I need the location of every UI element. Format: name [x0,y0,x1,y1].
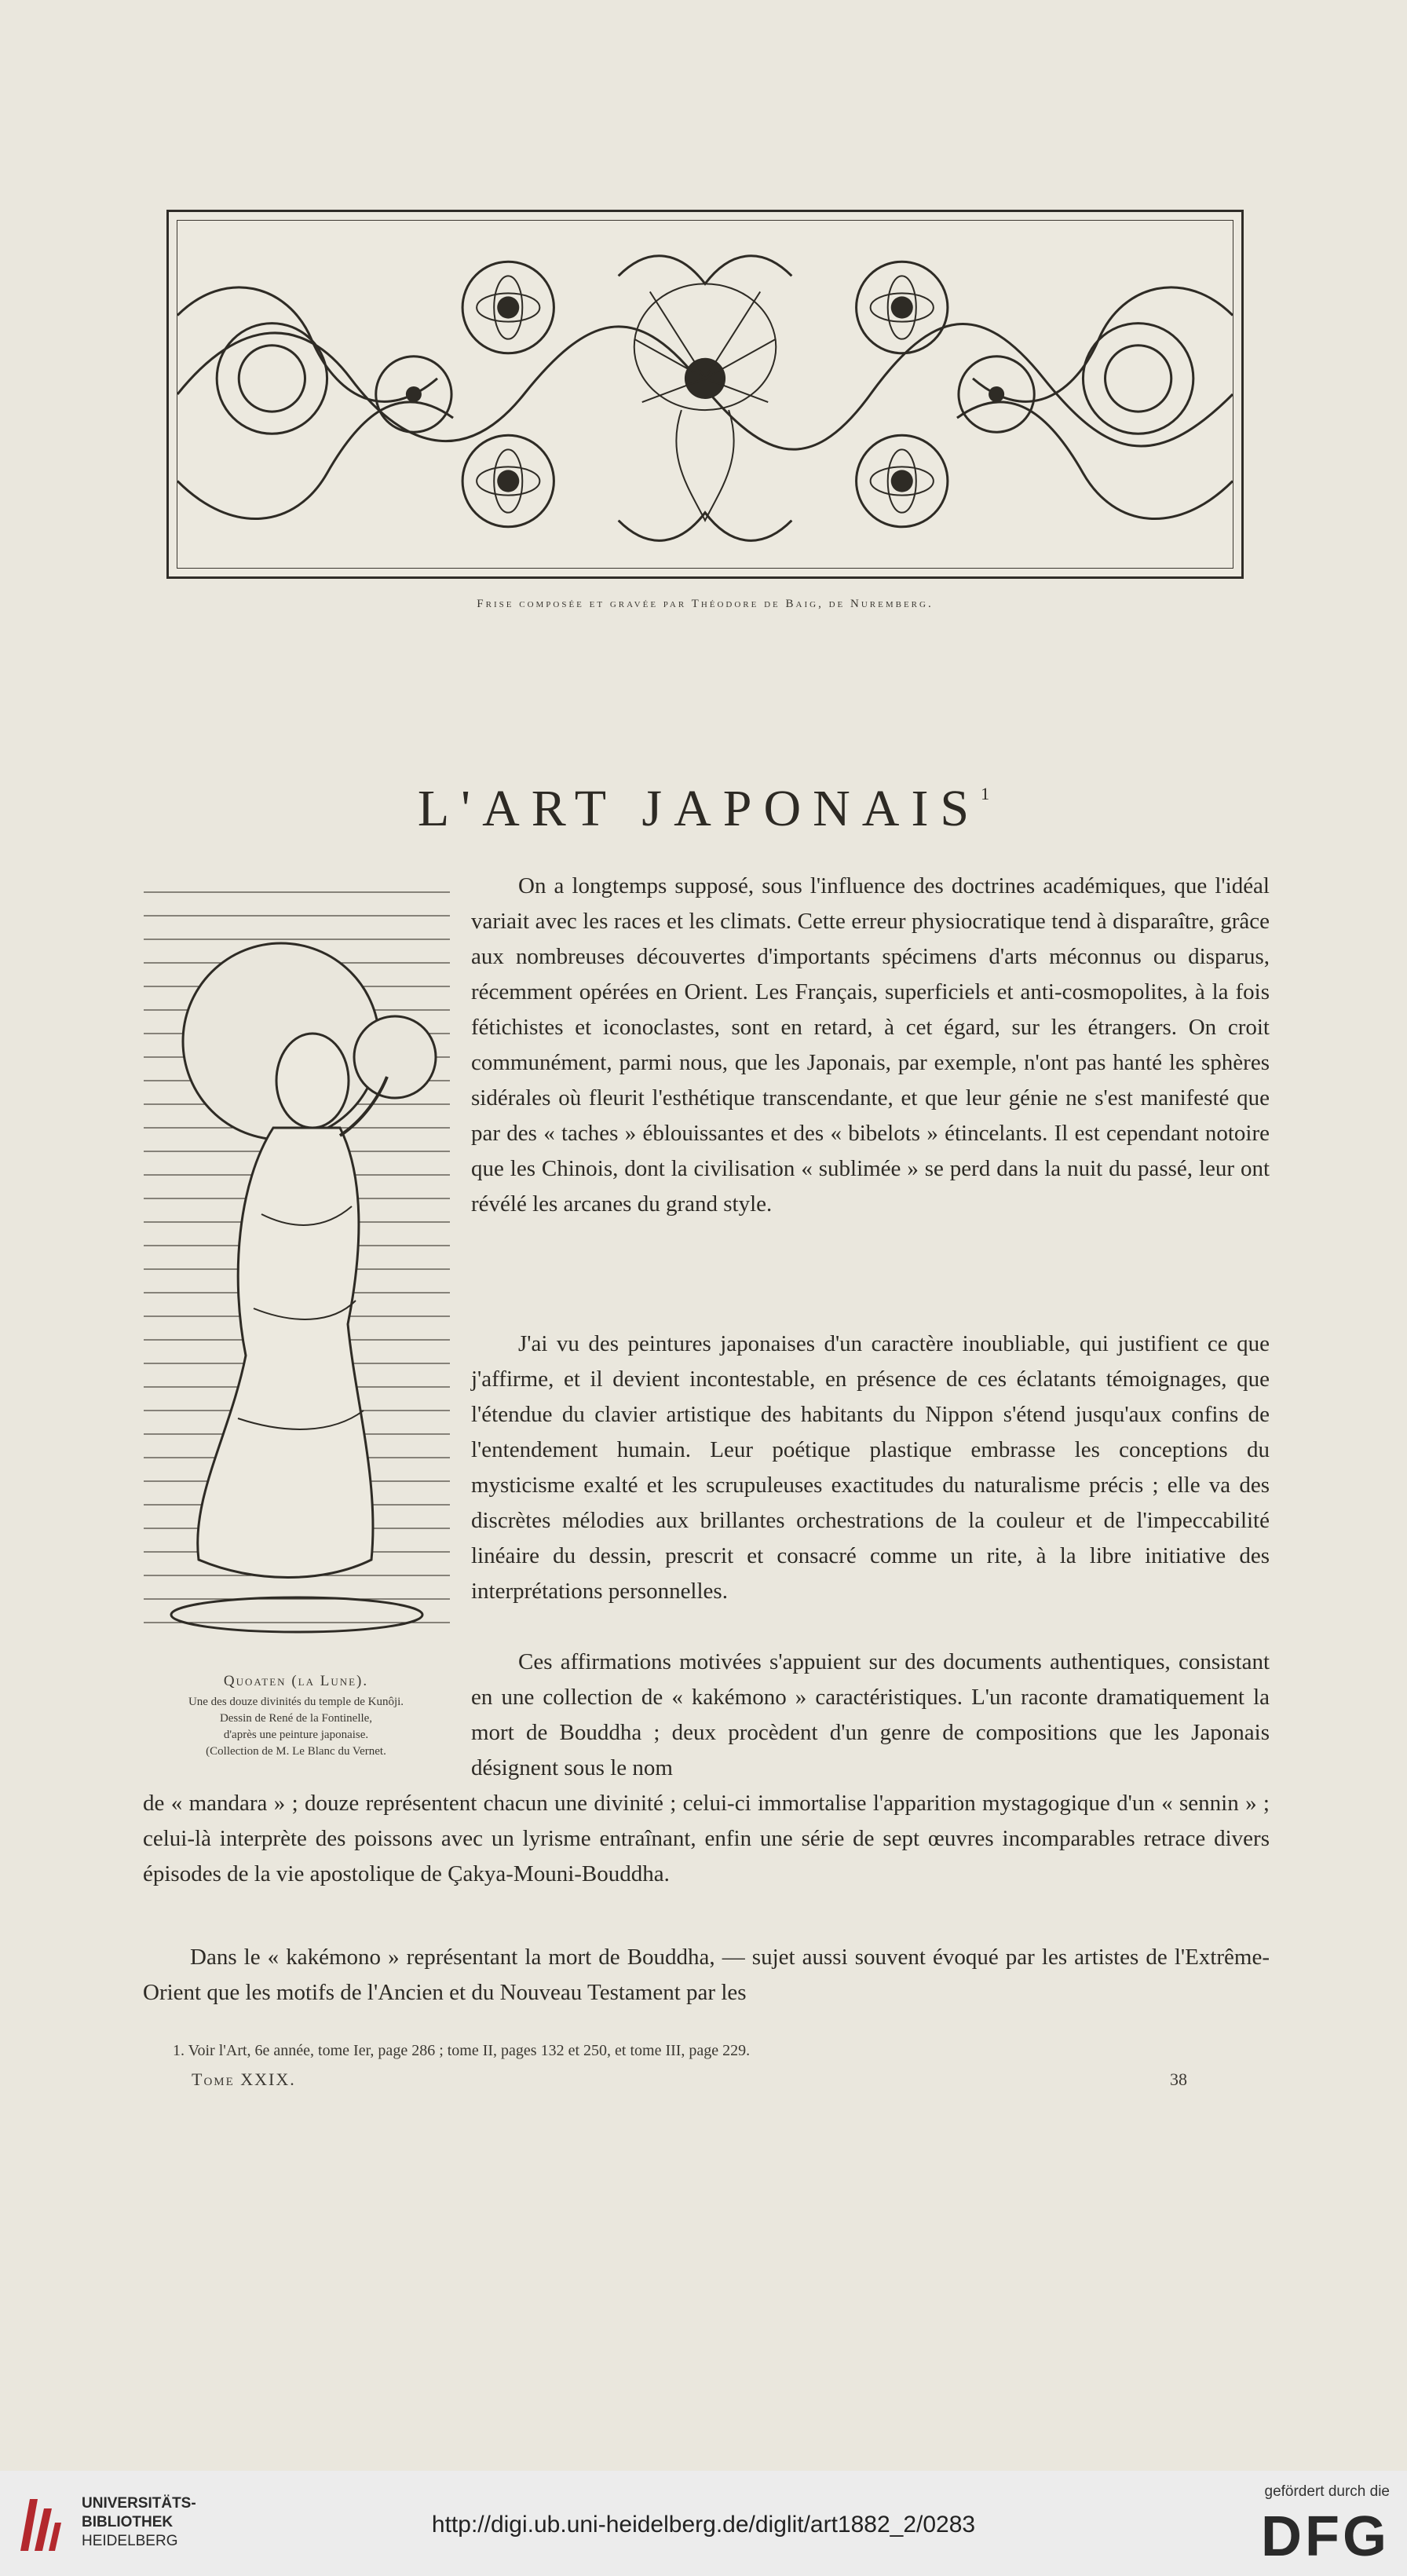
funded-by-label: gefördert durch die [1264,2483,1390,2500]
figure-illustration [144,884,450,1646]
body-paragraph-3-end: de « mandara » ; douze représentent chacun une divinité ; celui-ci immortalise l'apparition mystagogique d'un « sennin » ; celui-là interprète des poissons avec un lyrisme entraînant, enfin une série de sept œuvres incomparables retrace divers épisodes de la vie apostolique de Çakya-Mouni-Bouddha. [143,1791,1270,1886]
volume-label: Tome XXIX. [192,2069,296,2089]
page-number: 38 [1170,2069,1187,2089]
figure-caption-title: Quoaten (la Lune). [223,1673,369,1689]
library-name-line: HEIDELBERG [82,2533,178,2549]
frieze-caption: Frise composée et gravée par Théodore de Baig, de Nuremberg. [477,598,934,610]
quoaten-figure-image [144,884,450,1646]
figure-caption-line: d'après une peinture japonaise. [223,1729,369,1741]
body-paragraph-3-start: Ces affirmations motivées s'appuient sur des documents authentiques, consistant en une collection de « kakémono » caractéristiques. L'un raconte dramatiquement la mort de Bouddha ; deux procèdent d'un genre de compositions que les Japonais désignent sous le nom [471,1649,1270,1780]
library-name-line: UNIVERSITÄTS- [82,2495,196,2512]
viewer-footer [0,2471,1407,2576]
figure-caption-line: Dessin de René de la Fontinelle, [219,1712,373,1725]
frieze-ornament-image [177,221,1233,568]
library-name-line: BIBLIOTHEK [82,2514,174,2530]
dfg-logo[interactable]: DFG [1261,2505,1390,2568]
body-paragraph-2: J'ai vu des peintures japonaises d'un caractère inoubliable, qui justifient ce que j'affirme, et il devient incontestable, en présence de ces éclatants témoignages, que l'étendue du clavier artistique des habitants du Nippon s'étend jusqu'aux confins de l'entendement humain. Leur poétique plastique embrasse les conceptions du mysticisme exalté et les scrupuleuses exactitudes du naturalisme précis ; elle va des discrètes mélodies aux brillantes orchestrations de la couleur et de l'impeccabilité linéaire du dessin, prescrit et consacré comme un rite, à la libre initiative des interprétations personnelles. [471,1331,1270,1604]
body-paragraph-1: On a longtemps supposé, sous l'influence des doctrines académiques, que l'idéal variait avec les races et les climats. Cette erreur physiocratique tend à disparaître, grâce aux nombreuses découvertes d'importants spécimens d'arts méconnus ou disparus, récemment opérées en Orient. Les Français, superficiels et anti-cosmopolites, à la fois fétichistes et iconoclastes, sont en retard, à cet égard, sur les étrangers. On croit communément, parmi nous, que les Japonais, par exemple, n'ont pas hanté les sphères sidérales où fleurit l'esthétique transcendante, et que leur génie ne s'est manifesté que par des « taches » éblouissantes et des « bibelots » étincelants. Il est cependant notoire que les Chinois, dont la civilisation « sublimée » se perd dans la nuit du passé, leur ont révélé les arcanes du grand style. [471,873,1270,1217]
title-footnote-marker: 1 [981,784,990,804]
article-title [0,779,1407,839]
footnote: 1. Voir l'Art, 6e année, tome Ier, page 286 ; tome II, pages 132 et 250, et tome III, page 229. [173,2042,751,2059]
frieze-engraving [166,210,1244,579]
figure-caption-line: Une des douze divinités du temple de Kunôji. [188,1696,404,1708]
figure-caption [133,1673,459,1760]
title-text: L'ART JAPONAIS [417,780,981,838]
body-paragraph-4: Dans le « kakémono » représentant la mort de Bouddha, — sujet aussi souvent évoqué par les artistes de l'Extrême-Orient que les motifs de l'Ancien et du Nouveau Testament par les [143,1945,1270,2005]
figure-caption-line: (Collection de M. Le Blanc du Vernet. [206,1745,386,1758]
permalink-url[interactable]: http://digi.ub.uni-heidelberg.de/diglit/art1882_2/0283 [431,2512,976,2538]
